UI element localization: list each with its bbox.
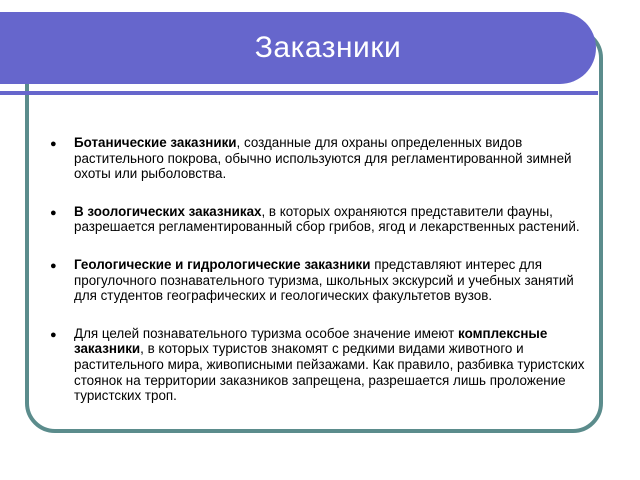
- list-item: [46, 257, 591, 304]
- item-bold-text: комплексные заказники: [74, 325, 548, 357]
- item-text: представляют интерес для прогулочного познавательного туризма, школьных экскурсий и учебных занятий для студентов географических и геологических факультетов вузов.: [74, 256, 574, 304]
- item-text: , в которых туристов знакомят с редкими видами животного и растительного мира, живописными пейзажами. Как правило, разбивка туристских стоянок на территории заказников запрещена, разрешается лишь проложение туристских троп.: [74, 341, 585, 404]
- item-bold-text: Ботанические заказники: [74, 135, 237, 150]
- item-text: , в которых охраняются представители фауны, разрешается регламентированный сбор грибов, ягод и лекарственных растений.: [74, 203, 580, 235]
- list-item: [46, 135, 591, 182]
- list-item: [46, 326, 591, 404]
- bullet-list: [46, 135, 591, 404]
- item-text: , созданные для охраны определенных видов растительного покрова, обычно используются для регламентированной зимней охоты или рыболовства.: [74, 135, 572, 182]
- item-bold-text: В зоологических заказниках: [74, 203, 262, 219]
- item-text-pre: Для целей познавательного туризма особое значение имеют: [74, 325, 459, 341]
- bullet-dot-icon: ●: [50, 138, 57, 150]
- title-underline: [0, 91, 598, 95]
- bullet-dot-icon: ●: [50, 206, 57, 219]
- bullet-dot-icon: ●: [50, 328, 57, 341]
- slide-title: Заказники: [254, 31, 402, 64]
- item-bold-text: Геологические и гидрологические заказники: [74, 256, 371, 272]
- list-item: [46, 204, 591, 235]
- bullet-dot-icon: ●: [50, 259, 57, 272]
